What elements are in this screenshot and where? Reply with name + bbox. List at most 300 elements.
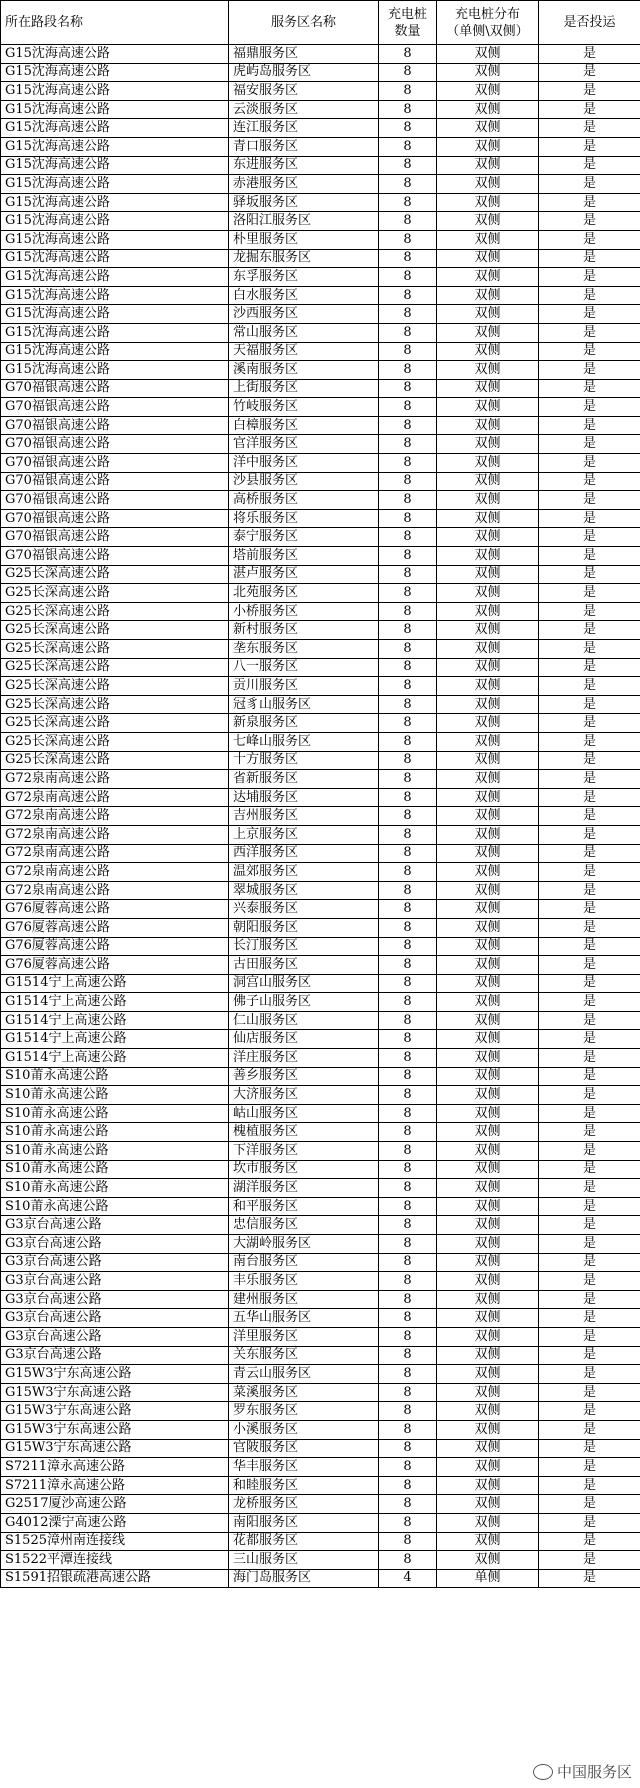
in-operation-cell: 是 bbox=[539, 1253, 640, 1272]
in-operation-cell: 是 bbox=[539, 956, 640, 975]
in-operation-cell: 是 bbox=[539, 1142, 640, 1161]
table-row bbox=[1, 137, 640, 156]
distribution-cell: 双侧 bbox=[437, 1030, 539, 1049]
charger-count-cell: 8 bbox=[379, 230, 437, 249]
road-cell: G72泉南高速公路 bbox=[1, 881, 229, 900]
table-row bbox=[1, 1346, 640, 1365]
road-cell: G72泉南高速公路 bbox=[1, 770, 229, 789]
distribution-cell: 双侧 bbox=[437, 509, 539, 528]
service-area-cell: 福鼎服务区 bbox=[229, 45, 379, 64]
road-cell: G25长深高速公路 bbox=[1, 640, 229, 659]
service-area-cell: 吉州服务区 bbox=[229, 807, 379, 826]
charger-count-cell: 8 bbox=[379, 640, 437, 659]
in-operation-cell: 是 bbox=[539, 640, 640, 659]
distribution-cell: 双侧 bbox=[437, 1049, 539, 1068]
in-operation-cell: 是 bbox=[539, 1420, 640, 1439]
table-row bbox=[1, 398, 640, 417]
charger-count-cell: 8 bbox=[379, 788, 437, 807]
service-area-cell: 冠豸山服务区 bbox=[229, 695, 379, 714]
table-row bbox=[1, 379, 640, 398]
distribution-cell: 双侧 bbox=[437, 714, 539, 733]
distribution-cell: 双侧 bbox=[437, 1532, 539, 1551]
service-area-cell: 泰宁服务区 bbox=[229, 528, 379, 547]
distribution-cell: 双侧 bbox=[437, 1420, 539, 1439]
service-area-cell: 大济服务区 bbox=[229, 1086, 379, 1105]
charger-count-cell: 8 bbox=[379, 677, 437, 696]
in-operation-cell: 是 bbox=[539, 918, 640, 937]
distribution-cell: 双侧 bbox=[437, 249, 539, 268]
road-cell: G1514宁上高速公路 bbox=[1, 1011, 229, 1030]
watermark bbox=[531, 1761, 634, 1782]
charger-count-cell: 8 bbox=[379, 621, 437, 640]
distribution-cell: 双侧 bbox=[437, 732, 539, 751]
service-area-cell: 小溪服务区 bbox=[229, 1420, 379, 1439]
table-row bbox=[1, 435, 640, 454]
road-cell: G25长深高速公路 bbox=[1, 621, 229, 640]
road-cell: G15W3宁东高速公路 bbox=[1, 1365, 229, 1384]
header-in-operation: 是否投运 bbox=[539, 1, 640, 45]
charger-count-cell: 8 bbox=[379, 1383, 437, 1402]
watermark-text: 中国服务区 bbox=[556, 1763, 632, 1781]
road-cell: G76厦蓉高速公路 bbox=[1, 900, 229, 919]
road-cell: G70福银高速公路 bbox=[1, 528, 229, 547]
table-header-row bbox=[1, 1, 640, 45]
table-row bbox=[1, 732, 640, 751]
table-row bbox=[1, 249, 640, 268]
road-cell: G2517厦沙高速公路 bbox=[1, 1495, 229, 1514]
service-area-cell: 小桥服务区 bbox=[229, 602, 379, 621]
road-cell: G15沈海高速公路 bbox=[1, 82, 229, 101]
service-area-cell: 虎屿岛服务区 bbox=[229, 63, 379, 82]
charger-count-cell: 4 bbox=[379, 1569, 437, 1588]
table-row bbox=[1, 1086, 640, 1105]
distribution-cell: 双侧 bbox=[437, 398, 539, 417]
service-area-cell: 官洋服务区 bbox=[229, 435, 379, 454]
table-row bbox=[1, 807, 640, 826]
table-row bbox=[1, 1476, 640, 1495]
in-operation-cell: 是 bbox=[539, 714, 640, 733]
in-operation-cell: 是 bbox=[539, 45, 640, 64]
distribution-cell: 双侧 bbox=[437, 435, 539, 454]
road-cell: G3京台高速公路 bbox=[1, 1272, 229, 1291]
distribution-cell: 双侧 bbox=[437, 881, 539, 900]
distribution-cell: 双侧 bbox=[437, 974, 539, 993]
distribution-cell: 双侧 bbox=[437, 454, 539, 473]
service-area-cell: 沙西服务区 bbox=[229, 305, 379, 324]
in-operation-cell: 是 bbox=[539, 565, 640, 584]
distribution-cell: 双侧 bbox=[437, 565, 539, 584]
distribution-cell: 双侧 bbox=[437, 602, 539, 621]
road-cell: G70福银高速公路 bbox=[1, 416, 229, 435]
distribution-cell: 双侧 bbox=[437, 119, 539, 138]
table-row bbox=[1, 1420, 640, 1439]
in-operation-cell: 是 bbox=[539, 1123, 640, 1142]
road-cell: S7211漳永高速公路 bbox=[1, 1476, 229, 1495]
in-operation-cell: 是 bbox=[539, 1551, 640, 1570]
header-charger-count bbox=[379, 1, 437, 45]
distribution-cell: 双侧 bbox=[437, 695, 539, 714]
road-cell: G15沈海高速公路 bbox=[1, 156, 229, 175]
charger-count-cell: 8 bbox=[379, 472, 437, 491]
service-area-cell: 垄东服务区 bbox=[229, 640, 379, 659]
table-row bbox=[1, 1383, 640, 1402]
service-area-cell: 善乡服务区 bbox=[229, 1067, 379, 1086]
service-area-cell: 上京服务区 bbox=[229, 825, 379, 844]
distribution-cell: 双侧 bbox=[437, 844, 539, 863]
road-cell: G15沈海高速公路 bbox=[1, 193, 229, 212]
charger-count-cell: 8 bbox=[379, 1513, 437, 1532]
service-area-cell: 下洋服务区 bbox=[229, 1142, 379, 1161]
in-operation-cell: 是 bbox=[539, 1569, 640, 1588]
service-area-cell: 菜溪服务区 bbox=[229, 1383, 379, 1402]
charger-count-cell: 8 bbox=[379, 268, 437, 287]
distribution-cell: 双侧 bbox=[437, 1439, 539, 1458]
charger-count-cell: 8 bbox=[379, 82, 437, 101]
distribution-cell: 双侧 bbox=[437, 918, 539, 937]
road-cell: G1514宁上高速公路 bbox=[1, 974, 229, 993]
header-charger-distribution bbox=[437, 1, 539, 45]
table-row bbox=[1, 1197, 640, 1216]
road-cell: S1525漳州南连接线 bbox=[1, 1532, 229, 1551]
service-area-cell: 忠信服务区 bbox=[229, 1216, 379, 1235]
charger-count-cell: 8 bbox=[379, 1086, 437, 1105]
road-cell: G1514宁上高速公路 bbox=[1, 993, 229, 1012]
distribution-cell: 双侧 bbox=[437, 212, 539, 231]
table-row bbox=[1, 565, 640, 584]
charger-count-cell: 8 bbox=[379, 1216, 437, 1235]
distribution-cell: 双侧 bbox=[437, 1197, 539, 1216]
in-operation-cell: 是 bbox=[539, 900, 640, 919]
charger-count-cell: 8 bbox=[379, 137, 437, 156]
table-row bbox=[1, 342, 640, 361]
table-row bbox=[1, 844, 640, 863]
service-area-cell: 丰乐服务区 bbox=[229, 1272, 379, 1291]
road-cell: S10莆永高速公路 bbox=[1, 1179, 229, 1198]
road-cell: G15沈海高速公路 bbox=[1, 323, 229, 342]
table-row bbox=[1, 770, 640, 789]
distribution-cell: 双侧 bbox=[437, 1383, 539, 1402]
service-area-cell: 青口服务区 bbox=[229, 137, 379, 156]
table-row bbox=[1, 584, 640, 603]
table-row bbox=[1, 677, 640, 696]
in-operation-cell: 是 bbox=[539, 1309, 640, 1328]
charger-count-cell: 8 bbox=[379, 1402, 437, 1421]
table-row bbox=[1, 45, 640, 64]
service-area-cell: 洛阳江服务区 bbox=[229, 212, 379, 231]
distribution-cell: 双侧 bbox=[437, 63, 539, 82]
distribution-cell: 双侧 bbox=[437, 937, 539, 956]
in-operation-cell: 是 bbox=[539, 1235, 640, 1254]
road-cell: G15沈海高速公路 bbox=[1, 361, 229, 380]
in-operation-cell: 是 bbox=[539, 621, 640, 640]
road-cell: S10莆永高速公路 bbox=[1, 1086, 229, 1105]
in-operation-cell: 是 bbox=[539, 751, 640, 770]
in-operation-cell: 是 bbox=[539, 286, 640, 305]
service-area-cell: 东孚服务区 bbox=[229, 268, 379, 287]
charger-count-cell: 8 bbox=[379, 565, 437, 584]
service-area-cell: 佛子山服务区 bbox=[229, 993, 379, 1012]
charger-count-cell: 8 bbox=[379, 993, 437, 1012]
table-row bbox=[1, 881, 640, 900]
in-operation-cell: 是 bbox=[539, 677, 640, 696]
road-cell: G25长深高速公路 bbox=[1, 565, 229, 584]
road-cell: G25长深高速公路 bbox=[1, 677, 229, 696]
in-operation-cell: 是 bbox=[539, 491, 640, 510]
service-area-cell: 长汀服务区 bbox=[229, 937, 379, 956]
in-operation-cell: 是 bbox=[539, 156, 640, 175]
table-row bbox=[1, 1513, 640, 1532]
charger-count-cell: 8 bbox=[379, 863, 437, 882]
in-operation-cell: 是 bbox=[539, 602, 640, 621]
road-cell: G15W3宁东高速公路 bbox=[1, 1439, 229, 1458]
distribution-cell: 双侧 bbox=[437, 305, 539, 324]
road-cell: G15沈海高速公路 bbox=[1, 100, 229, 119]
in-operation-cell: 是 bbox=[539, 100, 640, 119]
table-row bbox=[1, 900, 640, 919]
road-cell: G15沈海高速公路 bbox=[1, 175, 229, 194]
road-cell: G3京台高速公路 bbox=[1, 1309, 229, 1328]
in-operation-cell: 是 bbox=[539, 305, 640, 324]
table-row bbox=[1, 825, 640, 844]
charger-count-cell: 8 bbox=[379, 286, 437, 305]
distribution-cell: 双侧 bbox=[437, 1346, 539, 1365]
table-row bbox=[1, 1160, 640, 1179]
in-operation-cell: 是 bbox=[539, 863, 640, 882]
road-cell: G3京台高速公路 bbox=[1, 1327, 229, 1346]
service-area-cell: 建州服务区 bbox=[229, 1290, 379, 1309]
in-operation-cell: 是 bbox=[539, 1290, 640, 1309]
service-area-cell: 洞宫山服务区 bbox=[229, 974, 379, 993]
table-row bbox=[1, 1551, 640, 1570]
table-row bbox=[1, 119, 640, 138]
in-operation-cell: 是 bbox=[539, 342, 640, 361]
distribution-cell: 双侧 bbox=[437, 323, 539, 342]
table-row bbox=[1, 1458, 640, 1477]
road-cell: G1514宁上高速公路 bbox=[1, 1049, 229, 1068]
road-cell: G15沈海高速公路 bbox=[1, 230, 229, 249]
road-cell: G15沈海高速公路 bbox=[1, 45, 229, 64]
charger-count-cell: 8 bbox=[379, 1532, 437, 1551]
table-row bbox=[1, 454, 640, 473]
charger-count-cell: 8 bbox=[379, 45, 437, 64]
in-operation-cell: 是 bbox=[539, 1272, 640, 1291]
header-service-area: 服务区名称 bbox=[229, 1, 379, 45]
distribution-cell: 双侧 bbox=[437, 379, 539, 398]
table-row bbox=[1, 602, 640, 621]
road-cell: S10莆永高速公路 bbox=[1, 1197, 229, 1216]
table-row bbox=[1, 361, 640, 380]
in-operation-cell: 是 bbox=[539, 1086, 640, 1105]
charger-count-cell: 8 bbox=[379, 547, 437, 566]
charger-count-cell: 8 bbox=[379, 807, 437, 826]
distribution-cell: 双侧 bbox=[437, 900, 539, 919]
in-operation-cell: 是 bbox=[539, 695, 640, 714]
service-area-cell: 白水服务区 bbox=[229, 286, 379, 305]
road-cell: G15沈海高速公路 bbox=[1, 305, 229, 324]
table-row bbox=[1, 621, 640, 640]
charger-count-cell: 8 bbox=[379, 1104, 437, 1123]
service-area-cell: 洋中服务区 bbox=[229, 454, 379, 473]
road-cell: G15沈海高速公路 bbox=[1, 286, 229, 305]
in-operation-cell: 是 bbox=[539, 137, 640, 156]
road-cell: S1591招银疏港高速公路 bbox=[1, 1569, 229, 1588]
road-cell: G15沈海高速公路 bbox=[1, 268, 229, 287]
charger-count-cell: 8 bbox=[379, 751, 437, 770]
charger-count-cell: 8 bbox=[379, 509, 437, 528]
service-area-cell: 连江服务区 bbox=[229, 119, 379, 138]
road-cell: G25长深高速公路 bbox=[1, 584, 229, 603]
table-row bbox=[1, 472, 640, 491]
distribution-cell: 双侧 bbox=[437, 1458, 539, 1477]
service-area-cell: 大湖岭服务区 bbox=[229, 1235, 379, 1254]
charger-count-cell: 8 bbox=[379, 1142, 437, 1161]
service-area-cell: 官陂服务区 bbox=[229, 1439, 379, 1458]
distribution-cell: 双侧 bbox=[437, 640, 539, 659]
service-area-cell: 上街服务区 bbox=[229, 379, 379, 398]
service-area-cell: 达埔服务区 bbox=[229, 788, 379, 807]
in-operation-cell: 是 bbox=[539, 1383, 640, 1402]
table-row bbox=[1, 1365, 640, 1384]
service-area-cell: 温郊服务区 bbox=[229, 863, 379, 882]
in-operation-cell: 是 bbox=[539, 268, 640, 287]
table-body bbox=[1, 45, 640, 1588]
header-charger-count-text: 充电桩 数量 bbox=[387, 6, 427, 39]
distribution-cell: 双侧 bbox=[437, 1551, 539, 1570]
road-cell: G25长深高速公路 bbox=[1, 714, 229, 733]
charger-count-cell: 8 bbox=[379, 342, 437, 361]
distribution-cell: 双侧 bbox=[437, 230, 539, 249]
road-cell: G3京台高速公路 bbox=[1, 1216, 229, 1235]
table-row bbox=[1, 1495, 640, 1514]
distribution-cell: 双侧 bbox=[437, 1104, 539, 1123]
road-cell: G70福银高速公路 bbox=[1, 472, 229, 491]
service-area-cell: 赤港服务区 bbox=[229, 175, 379, 194]
service-area-cell: 关东服务区 bbox=[229, 1346, 379, 1365]
in-operation-cell: 是 bbox=[539, 1439, 640, 1458]
road-cell: G3京台高速公路 bbox=[1, 1290, 229, 1309]
charger-count-cell: 8 bbox=[379, 956, 437, 975]
charger-count-cell: 8 bbox=[379, 528, 437, 547]
service-area-cell: 仙店服务区 bbox=[229, 1030, 379, 1049]
service-area-cell: 槐植服务区 bbox=[229, 1123, 379, 1142]
charger-count-cell: 8 bbox=[379, 1235, 437, 1254]
distribution-cell: 双侧 bbox=[437, 863, 539, 882]
charger-count-cell: 8 bbox=[379, 732, 437, 751]
in-operation-cell: 是 bbox=[539, 398, 640, 417]
service-area-cell: 仁山服务区 bbox=[229, 1011, 379, 1030]
table-row bbox=[1, 416, 640, 435]
distribution-cell: 双侧 bbox=[437, 1513, 539, 1532]
charger-count-cell: 8 bbox=[379, 63, 437, 82]
charger-count-cell: 8 bbox=[379, 1049, 437, 1068]
in-operation-cell: 是 bbox=[539, 212, 640, 231]
service-area-cell: 七峰山服务区 bbox=[229, 732, 379, 751]
service-area-cell: 华丰服务区 bbox=[229, 1458, 379, 1477]
road-cell: S10莆永高速公路 bbox=[1, 1160, 229, 1179]
service-area-cell: 天福服务区 bbox=[229, 342, 379, 361]
service-area-cell: 洋庄服务区 bbox=[229, 1049, 379, 1068]
table-row bbox=[1, 323, 640, 342]
service-area-cell: 竹岐服务区 bbox=[229, 398, 379, 417]
distribution-cell: 双侧 bbox=[437, 956, 539, 975]
service-area-cell: 北苑服务区 bbox=[229, 584, 379, 603]
road-cell: G72泉南高速公路 bbox=[1, 863, 229, 882]
table-row bbox=[1, 1402, 640, 1421]
service-area-cell: 省新服务区 bbox=[229, 770, 379, 789]
road-cell: G3京台高速公路 bbox=[1, 1346, 229, 1365]
distribution-cell: 双侧 bbox=[437, 82, 539, 101]
in-operation-cell: 是 bbox=[539, 82, 640, 101]
table-row bbox=[1, 156, 640, 175]
charger-count-cell: 8 bbox=[379, 695, 437, 714]
charger-count-cell: 8 bbox=[379, 175, 437, 194]
charger-count-cell: 8 bbox=[379, 361, 437, 380]
charger-count-cell: 8 bbox=[379, 900, 437, 919]
distribution-cell: 双侧 bbox=[437, 528, 539, 547]
road-cell: S10莆永高速公路 bbox=[1, 1067, 229, 1086]
distribution-cell: 双侧 bbox=[437, 286, 539, 305]
charger-count-cell: 8 bbox=[379, 1346, 437, 1365]
distribution-cell: 双侧 bbox=[437, 993, 539, 1012]
table-row bbox=[1, 751, 640, 770]
distribution-cell: 双侧 bbox=[437, 807, 539, 826]
in-operation-cell: 是 bbox=[539, 1160, 640, 1179]
service-area-cell: 十方服务区 bbox=[229, 751, 379, 770]
table-row bbox=[1, 547, 640, 566]
table-row bbox=[1, 1179, 640, 1198]
charger-count-cell: 8 bbox=[379, 844, 437, 863]
table-row bbox=[1, 1011, 640, 1030]
in-operation-cell: 是 bbox=[539, 230, 640, 249]
table-row bbox=[1, 1272, 640, 1291]
service-area-cell: 白樟服务区 bbox=[229, 416, 379, 435]
in-operation-cell: 是 bbox=[539, 379, 640, 398]
distribution-cell: 双侧 bbox=[437, 621, 539, 640]
charger-count-cell: 8 bbox=[379, 1476, 437, 1495]
charger-count-cell: 8 bbox=[379, 454, 437, 473]
in-operation-cell: 是 bbox=[539, 1327, 640, 1346]
table-row bbox=[1, 305, 640, 324]
distribution-cell: 双侧 bbox=[437, 268, 539, 287]
road-cell: S10莆永高速公路 bbox=[1, 1104, 229, 1123]
service-area-cell: 南台服务区 bbox=[229, 1253, 379, 1272]
in-operation-cell: 是 bbox=[539, 1049, 640, 1068]
service-area-cell: 朝阳服务区 bbox=[229, 918, 379, 937]
service-area-cell: 五华山服务区 bbox=[229, 1309, 379, 1328]
header-charger-distribution-text: 充电桩分布 （单侧\双侧） bbox=[446, 6, 529, 39]
header-road: 所在路段名称 bbox=[1, 1, 229, 45]
road-cell: G25长深高速公路 bbox=[1, 751, 229, 770]
road-cell: G1514宁上高速公路 bbox=[1, 1030, 229, 1049]
in-operation-cell: 是 bbox=[539, 881, 640, 900]
distribution-cell: 双侧 bbox=[437, 1235, 539, 1254]
charger-count-cell: 8 bbox=[379, 1160, 437, 1179]
in-operation-cell: 是 bbox=[539, 732, 640, 751]
charger-count-cell: 8 bbox=[379, 974, 437, 993]
charger-count-cell: 8 bbox=[379, 305, 437, 324]
wechat-icon bbox=[533, 1764, 553, 1780]
in-operation-cell: 是 bbox=[539, 1476, 640, 1495]
in-operation-cell: 是 bbox=[539, 770, 640, 789]
distribution-cell: 双侧 bbox=[437, 1365, 539, 1384]
charger-count-cell: 8 bbox=[379, 1309, 437, 1328]
in-operation-cell: 是 bbox=[539, 547, 640, 566]
table-row bbox=[1, 1309, 640, 1328]
charger-count-cell: 8 bbox=[379, 1290, 437, 1309]
charger-count-cell: 8 bbox=[379, 881, 437, 900]
table-row bbox=[1, 193, 640, 212]
table-row bbox=[1, 1104, 640, 1123]
